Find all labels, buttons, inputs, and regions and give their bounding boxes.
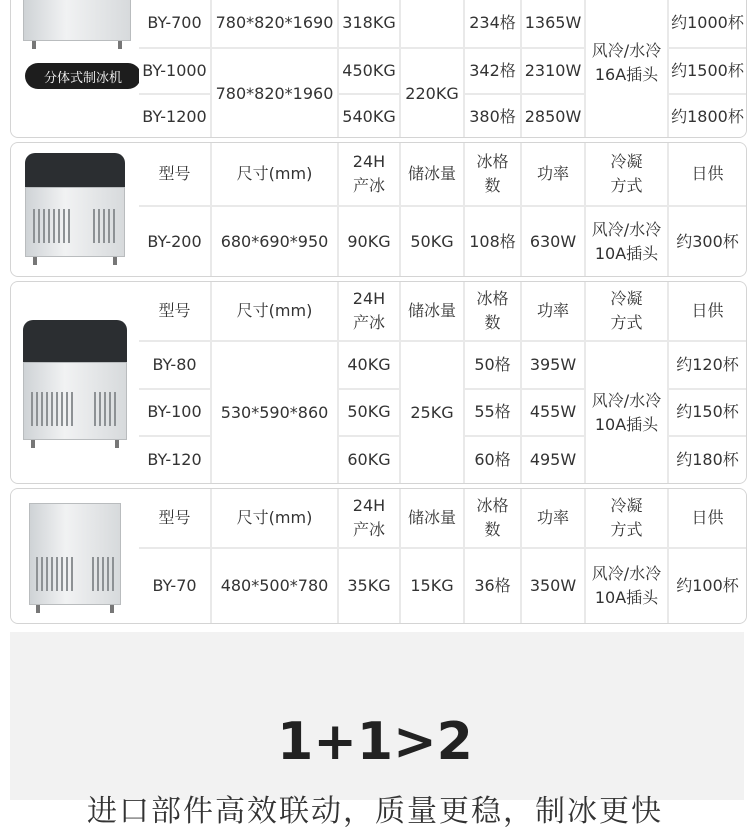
cell-ice24: 35KG <box>339 549 399 623</box>
cell-model: BY-1000 <box>139 49 210 93</box>
header-cooling: 冷凝 方式 <box>586 143 667 205</box>
cell-cooling <box>586 0 667 138</box>
cell-size: 780*820*1690 <box>212 0 337 47</box>
product-photo-by80 <box>11 282 139 483</box>
ice-machine-image <box>29 503 121 613</box>
header-size: 尺寸(mm) <box>212 143 337 205</box>
product-photo-by70 <box>11 489 139 623</box>
cell-grid: 380格 <box>465 95 520 138</box>
cell-grid: 60格 <box>465 437 520 483</box>
header-daily: 日供 <box>669 143 746 205</box>
header-ice24: 24H 产冰 <box>339 282 399 340</box>
product-photo-split <box>11 0 139 137</box>
ice-machine-image <box>23 320 127 448</box>
cell-daily: 约180杯 <box>669 437 746 483</box>
header-size: 尺寸(mm) <box>212 282 337 340</box>
header-ice24: 24H 产冰 <box>339 143 399 205</box>
cell-cooling: 风冷/水冷 10A插头 <box>586 549 667 623</box>
cell-grid: 50格 <box>465 342 520 388</box>
cell-storage: 25KG <box>401 342 463 483</box>
cell-ice24: 40KG <box>339 342 399 388</box>
cell-model: BY-120 <box>139 437 210 483</box>
split-type-badge: 分体式制冰机 <box>25 63 141 89</box>
cell-ice24: 450KG <box>339 49 399 93</box>
cell-daily: 约1500杯 <box>669 49 746 93</box>
cell-daily: 约120杯 <box>669 342 746 388</box>
header-power: 功率 <box>522 282 584 340</box>
cell-size: 780*820*1960 <box>212 49 337 138</box>
cell-power: 350W <box>522 549 584 623</box>
header-cooling: 冷凝 方式 <box>586 489 667 547</box>
header-cooling: 冷凝 方式 <box>586 282 667 340</box>
header-daily: 日供 <box>669 282 746 340</box>
cell-model: BY-100 <box>139 390 210 436</box>
cell-daily: 约300杯 <box>669 207 746 276</box>
promo-subline: 进口部件高效联动，质量更稳，制冰更快 <box>87 794 663 829</box>
cell-ice24: 540KG <box>339 95 399 138</box>
cell-power: 2850W <box>522 95 584 138</box>
cell-model: BY-700 <box>139 0 210 47</box>
header-size: 尺寸(mm) <box>212 489 337 547</box>
table-by70 <box>10 488 747 624</box>
cell-ice24: 50KG <box>339 390 399 436</box>
cell-ice24: 60KG <box>339 437 399 483</box>
header-power: 功率 <box>522 489 584 547</box>
header-model: 型号 <box>139 282 210 340</box>
cell-daily: 约150杯 <box>669 390 746 436</box>
cell-daily: 约100杯 <box>669 549 746 623</box>
header-ice24: 24H 产冰 <box>339 489 399 547</box>
table-by80-series <box>10 281 747 484</box>
cell-model: BY-80 <box>139 342 210 388</box>
cell-power: 2310W <box>522 49 584 93</box>
header-grid: 冰格 数 <box>465 143 520 205</box>
ice-machine-image <box>23 0 131 49</box>
table-by200 <box>10 142 747 277</box>
cell-size: 480*500*780 <box>212 549 337 623</box>
cell-size: 530*590*860 <box>212 342 337 483</box>
cell-power: 395W <box>522 342 584 388</box>
cell-ice24: 318KG <box>339 0 399 47</box>
ice-machine-image <box>25 153 125 265</box>
header-storage: 储冰量 <box>401 489 463 547</box>
header-grid: 冰格 数 <box>465 282 520 340</box>
cell-daily: 约1800杯 <box>669 95 746 138</box>
cell-ice24: 90KG <box>339 207 399 276</box>
header-storage: 储冰量 <box>401 143 463 205</box>
cell-model: BY-1200 <box>139 95 210 138</box>
table-split-type <box>10 0 747 138</box>
cell-storage: 50KG <box>401 207 463 276</box>
header-grid: 冰格 数 <box>465 489 520 547</box>
cell-grid: 108格 <box>465 207 520 276</box>
cell-power: 630W <box>522 207 584 276</box>
cell-model: BY-200 <box>139 207 210 276</box>
cell-grid: 36格 <box>465 549 520 623</box>
cell-grid: 55格 <box>465 390 520 436</box>
cell-power: 1365W <box>522 0 584 47</box>
cell-storage <box>401 0 463 47</box>
cell-grid: 234格 <box>465 0 520 47</box>
cell-model: BY-70 <box>139 549 210 623</box>
cell-cooling: 风冷/水冷 10A插头 <box>586 342 667 483</box>
promo-slogan: 1+1>2 <box>277 712 473 772</box>
header-model: 型号 <box>139 143 210 205</box>
header-power: 功率 <box>522 143 584 205</box>
plug-text: 16A插头 <box>594 65 659 84</box>
cell-grid: 342格 <box>465 49 520 93</box>
product-photo-by200 <box>11 143 139 276</box>
cell-daily: 约1000杯 <box>669 0 746 47</box>
cell-power: 495W <box>522 437 584 483</box>
cooling-text: 风冷/水冷 <box>591 41 662 60</box>
cell-storage: 15KG <box>401 549 463 623</box>
cell-cooling: 风冷/水冷 10A插头 <box>586 207 667 276</box>
header-daily: 日供 <box>669 489 746 547</box>
cell-storage: 220KG <box>401 49 463 138</box>
cell-size: 680*690*950 <box>212 207 337 276</box>
header-storage: 储冰量 <box>401 282 463 340</box>
header-model: 型号 <box>139 489 210 547</box>
cell-power: 455W <box>522 390 584 436</box>
